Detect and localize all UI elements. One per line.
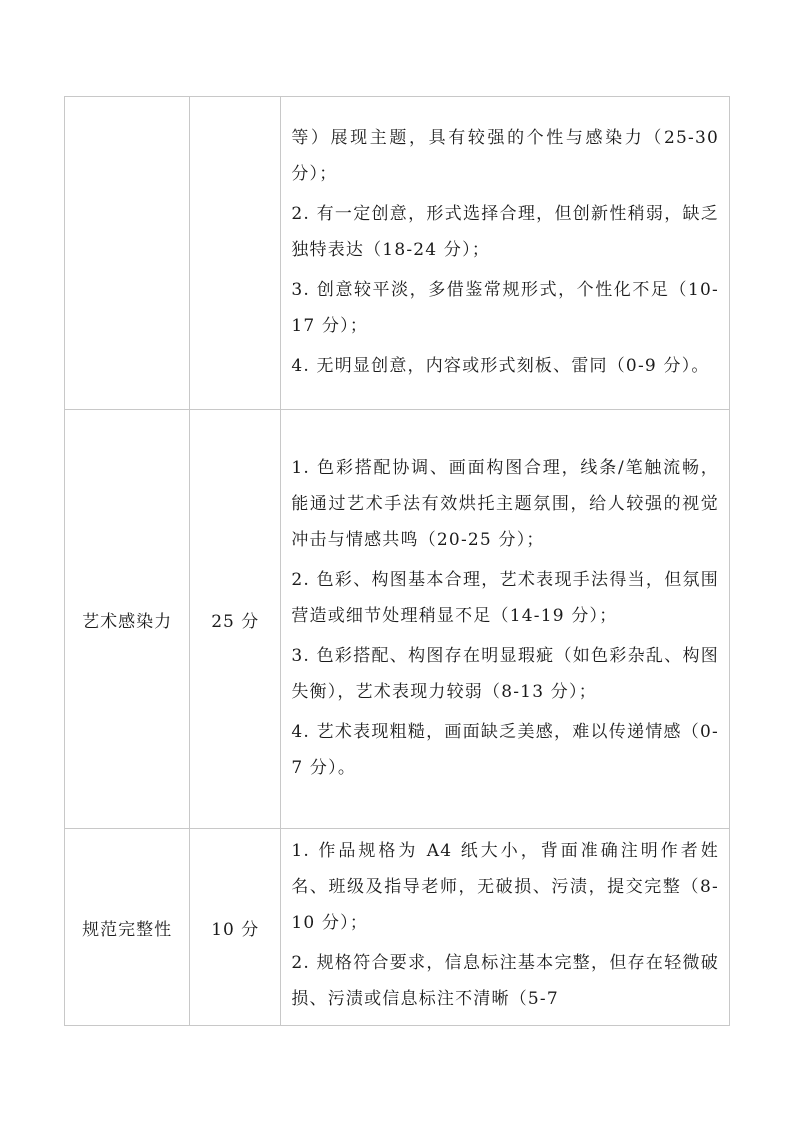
score-cell: 10 分 (190, 829, 281, 1026)
score-cell (190, 97, 281, 410)
table-row-creativity-continued (65, 97, 730, 410)
criteria-item: 4. 无明显创意，内容或形式刻板、雷同（0-9 分）。 (291, 356, 710, 376)
criteria-item: 1. 色彩搭配协调、画面构图合理，线条/笔触流畅，能通过艺术手法有效烘托主题氛围，给人较强的视觉冲击与情感共鸣（20-25 分）； (291, 458, 719, 550)
criterion-name-cell: 艺术感染力 (65, 410, 190, 829)
criterion-name-cell: 规范完整性 (65, 829, 190, 1026)
criteria-item: 2. 色彩、构图基本合理，艺术表现手法得当，但氛围营造或细节处理稍显不足（14-19 分）； (291, 570, 719, 626)
criteria-item: 3. 色彩搭配、构图存在明显瑕疵（如色彩杂乱、构图失衡），艺术表现力较弱（8-13 分）； (291, 646, 719, 702)
criterion-name-cell (65, 97, 190, 410)
criteria-item: 2. 有一定创意，形式选择合理，但创新性稍弱，缺乏独特表达（18-24 分）； (291, 204, 719, 260)
criteria-cell (281, 410, 730, 829)
criteria-item: 4. 艺术表现粗糙，画面缺乏美感，难以传递情感（0-7 分）。 (291, 722, 719, 778)
criteria-cell (281, 97, 730, 410)
table-row-artistic-appeal (65, 410, 730, 829)
criteria-item: 等）展现主题，具有较强的个性与感染力（25-30 分）； (291, 128, 719, 184)
criteria-cell (281, 829, 730, 1026)
table-row-completeness (65, 829, 730, 1026)
criteria-item: 3. 创意较平淡，多借鉴常规形式，个性化不足（10-17 分）； (291, 280, 719, 336)
criteria-item: 2. 规格符合要求，信息标注基本完整，但存在轻微破损、污渍或信息标注不清晰（5-7 (291, 953, 719, 1009)
criteria-item: 1. 作品规格为 A4 纸大小，背面准确注明作者姓名、班级及指导老师，无破损、污渍，提交完整（8-10 分）； (291, 841, 719, 933)
score-cell: 25 分 (190, 410, 281, 829)
scoring-table (64, 96, 730, 1026)
